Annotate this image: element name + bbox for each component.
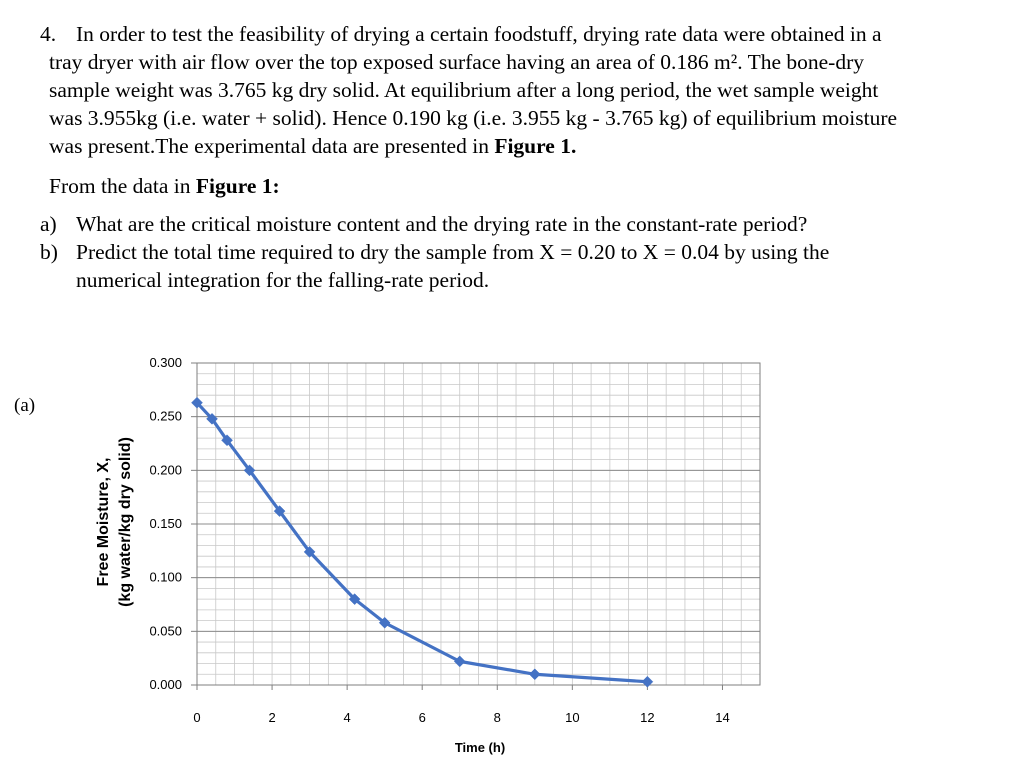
y-tick-label: 0.000 [149,677,182,692]
x-axis-label: Time (h) [454,740,506,755]
problem-text-line: sample weight was 3.765 kg dry solid. At equilibrium after a long period, the wet sample weight [49,78,879,102]
chart-axes [191,363,760,690]
figure-reference: Figure 1: [195,174,280,198]
y-tick-label: 0.150 [149,516,182,531]
x-tick-label: 0 [193,710,201,725]
from-data-text: From the data in [49,174,196,198]
y-axis-label-line-1: Free Moisture, X, [95,457,112,587]
x-tick-label: 12 [640,710,655,725]
x-tick-label: 4 [343,710,351,725]
question-b-text-line-2: numerical integration for the falling-rate period. [76,268,490,292]
x-tick-label: 14 [715,710,730,725]
data-point-marker [529,669,540,680]
question-a-marker: a) [40,212,57,236]
y-axis-label-line-2: (kg water/kg dry solid) [117,437,134,607]
problem-text-line: In order to test the feasibility of drying a certain foodstuff, drying rate data were obtained in a [76,22,882,46]
question-b-text-line-1: Predict the total time required to dry the sample from X = 0.20 to X = 0.04 by using the [76,240,830,264]
chart-tick-labels [149,355,729,725]
y-tick-label: 0.200 [149,462,182,478]
chart-grid [197,363,760,685]
y-tick-label: 0.300 [149,355,182,370]
x-tick-label: 8 [493,710,501,725]
y-tick-label: 0.100 [149,569,182,585]
problem-text-line: was 3.955kg (i.e. water + solid). Hence 0.190 kg (i.e. 3.955 kg - 3.765 kg) of equilibrium moisture [49,106,898,130]
y-tick-label: 0.050 [149,623,182,639]
problem-text-line: tray dryer with air flow over the top exposed surface having an area of 0.186 m². The bone-dry [49,50,865,74]
data-point-marker [454,656,465,667]
question-b-marker: b) [40,240,58,264]
data-point-marker [642,676,653,687]
question-a-text: What are the critical moisture content and the drying rate in the constant-rate period? [76,212,808,236]
x-tick-label: 10 [565,710,580,725]
x-tick-label: 6 [418,710,426,725]
x-tick-label: 2 [268,710,276,725]
figure-reference: Figure 1. [494,134,577,158]
problem-number: 4. [40,22,57,46]
y-tick-label: 0.250 [149,408,182,424]
problem-text-line: was present.The experimental data are presented in [49,134,495,158]
figure-tag: (a) [14,395,36,416]
